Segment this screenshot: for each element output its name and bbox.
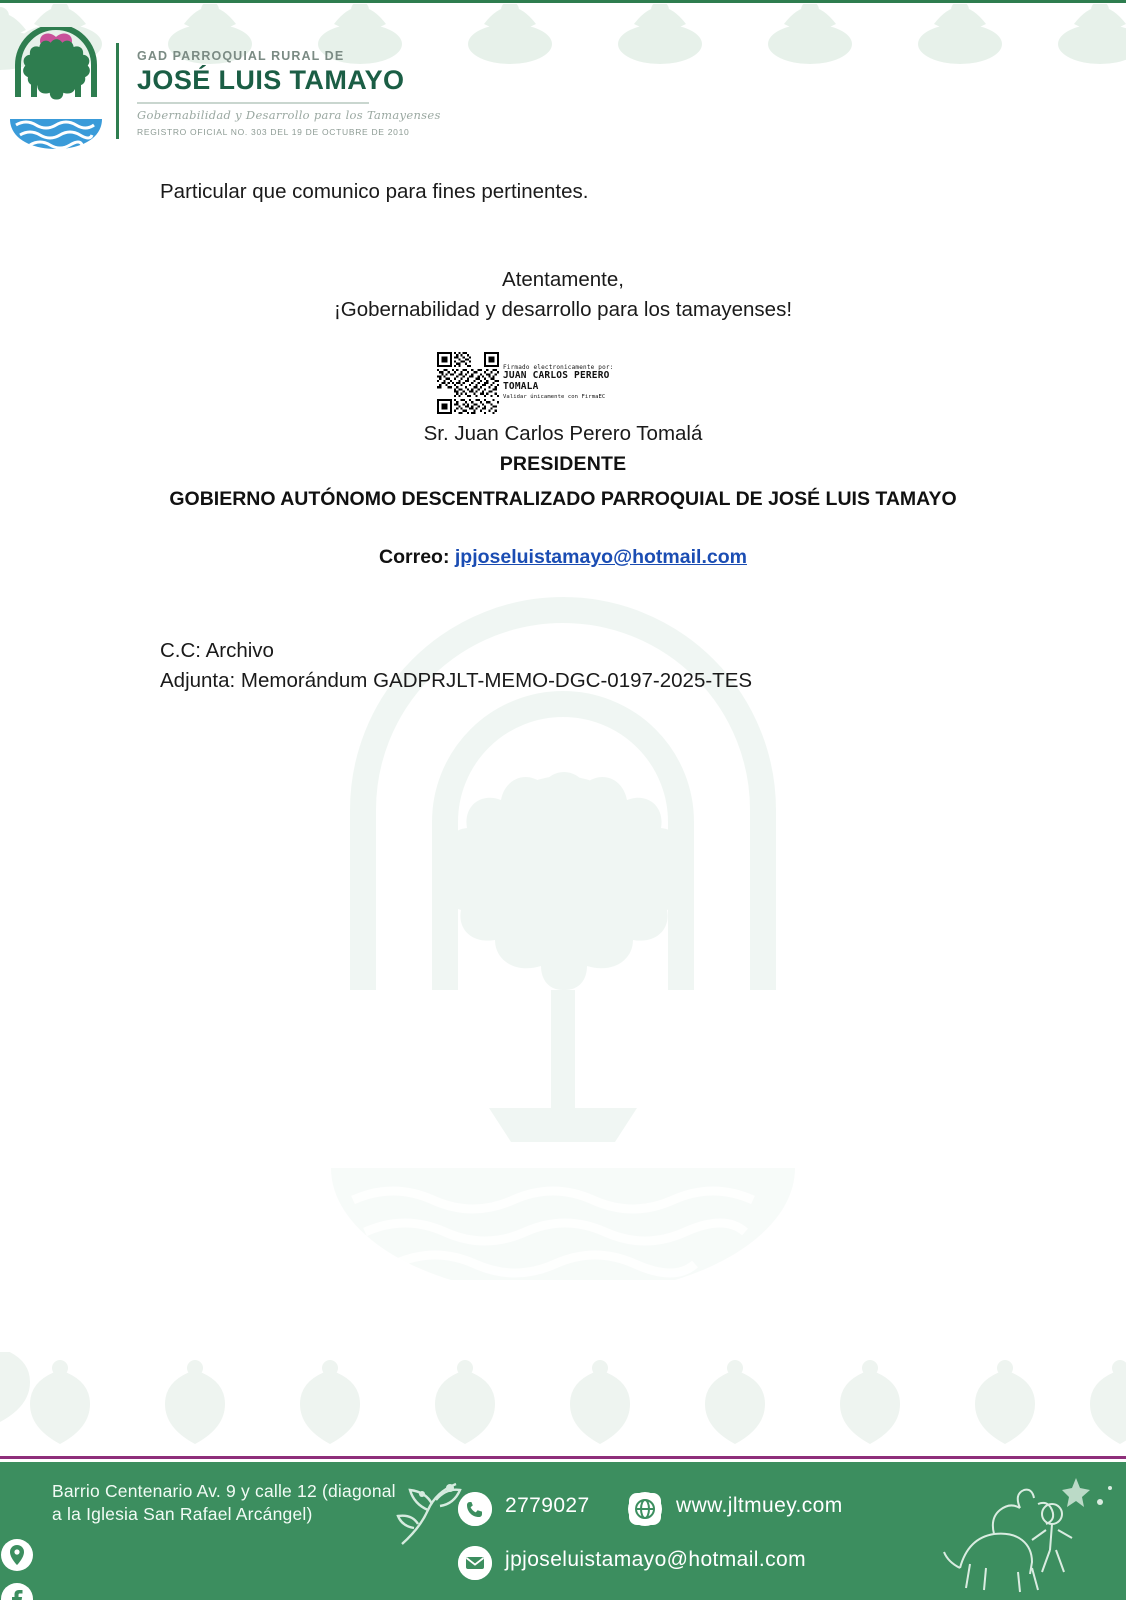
bottom-ornamental-band bbox=[0, 1352, 1126, 1462]
signature-stamp-name: JUAN CARLOS PERERO TOMALA bbox=[503, 370, 610, 392]
page-footer bbox=[0, 1462, 1126, 1600]
footer-phone: 2779027 bbox=[505, 1494, 590, 1517]
signer-name: Sr. Juan Carlos Perero Tomalá bbox=[423, 422, 703, 445]
closing-paragraph: Particular que comunico para fines pertinentes. bbox=[160, 180, 589, 203]
website-icon-badge bbox=[628, 1492, 662, 1526]
signer-email-line bbox=[0, 546, 1126, 569]
signer-role: PRESIDENTE bbox=[499, 453, 627, 475]
letterhead-slogan: Gobernabilidad y Desarrollo para los Tamayenses bbox=[137, 108, 441, 122]
letterhead-rule bbox=[137, 102, 369, 104]
footer-email[interactable]: jpjoseluistamayo@hotmail.com bbox=[505, 1548, 806, 1571]
letterhead-title: JOSÉ LUIS TAMAYO bbox=[137, 65, 405, 95]
footer-website[interactable]: www.jltmuey.com bbox=[676, 1494, 843, 1517]
signature-stamp-prefix: Firmado electronicamente por: bbox=[503, 364, 614, 371]
letterhead bbox=[0, 16, 520, 166]
attachment-line: Adjunta: Memorándum GADPRJLT-MEMO-DGC-0197-2025-TES bbox=[160, 668, 753, 692]
distribution-block bbox=[160, 636, 752, 695]
phone-icon-badge bbox=[458, 1492, 492, 1526]
letterhead-eyebrow: GAD PARROQUIAL RURAL DE bbox=[137, 49, 345, 63]
qr-code-icon bbox=[437, 352, 499, 414]
signer-email-label: Correo: bbox=[379, 546, 450, 568]
signer-organization: GOBIERNO AUTÓNOMO DESCENTRALIZADO PARROQUIAL DE JOSÉ LUIS TAMAYO bbox=[169, 488, 957, 510]
facebook-icon[interactable] bbox=[0, 1582, 34, 1600]
cc-line: C.C: Archivo bbox=[160, 639, 274, 662]
letterhead-text bbox=[137, 45, 441, 137]
floral-flourish-icon bbox=[392, 1474, 464, 1550]
bottom-rule bbox=[0, 1456, 1126, 1459]
rider-donkey-illustration bbox=[900, 1468, 1120, 1596]
location-pin-icon bbox=[0, 1538, 34, 1572]
atentamente-line: Atentamente, bbox=[502, 268, 624, 291]
institution-crest-icon bbox=[4, 27, 108, 155]
top-rule bbox=[0, 0, 1126, 3]
letterhead-registry: REGISTRO OFICIAL NO. 303 DEL 19 DE OCTUBRE DE 2010 bbox=[137, 127, 410, 137]
signature-stamp-text bbox=[503, 352, 642, 401]
signature-intro bbox=[0, 268, 1126, 322]
footer-address: Barrio Centenario Av. 9 y calle 12 (diagonal a la Iglesia San Rafael Arcángel) bbox=[52, 1481, 396, 1524]
signature-stamp-validation: Validar únicamente con FirmaEC bbox=[503, 393, 606, 400]
motto-line: ¡Gobernabilidad y desarrollo para los tamayenses! bbox=[333, 298, 793, 321]
email-icon-badge bbox=[458, 1546, 492, 1580]
signer-email-link[interactable]: jpjoseluistamayo@hotmail.com bbox=[454, 546, 747, 568]
digital-signature-stamp bbox=[437, 352, 642, 414]
letterhead-divider bbox=[116, 43, 119, 139]
